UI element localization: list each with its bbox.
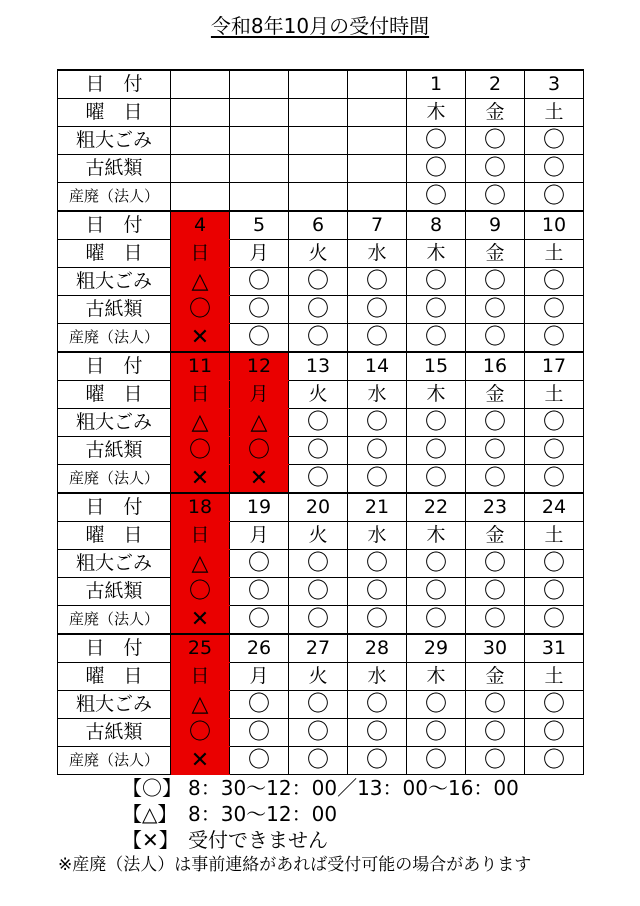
status-cell: 〇 (348, 747, 407, 775)
status-cell: 〇 (171, 437, 230, 465)
weekday-cell: 火 (289, 240, 348, 268)
status-cell: 〇 (230, 606, 289, 635)
week-2-sodai-row (58, 268, 584, 296)
date-cell: 8 (407, 211, 466, 240)
weekday-cell: 木 (407, 99, 466, 127)
weekday-cell: 土 (525, 522, 584, 550)
legend-row-closed (122, 827, 519, 853)
row-label: 粗大ごみ (58, 550, 171, 578)
row-label: 産廃（法人） (58, 183, 171, 212)
status-cell: 〇 (348, 324, 407, 353)
weekday-cell: 土 (525, 240, 584, 268)
status-cell (348, 183, 407, 212)
status-cell: 〇 (230, 747, 289, 775)
weekday-cell (230, 99, 289, 127)
footnote: ※産廃（法人）は事前連絡があれば受付可能の場合があります (58, 855, 532, 875)
date-cell (171, 70, 230, 99)
status-cell: 〇 (289, 296, 348, 324)
row-label: 日 付 (58, 493, 171, 522)
week-2-koshi-row (58, 296, 584, 324)
row-label: 曜 日 (58, 381, 171, 409)
week-1-sanpai-row (58, 183, 584, 212)
status-cell: 〇 (525, 691, 584, 719)
status-cell: 〇 (525, 127, 584, 155)
weekday-cell: 水 (348, 663, 407, 691)
status-cell: 〇 (466, 465, 525, 494)
status-cell: 〇 (525, 183, 584, 212)
status-cell: 〇 (407, 183, 466, 212)
date-cell: 17 (525, 352, 584, 381)
status-cell: △ (171, 691, 230, 719)
row-label: 粗大ごみ (58, 268, 171, 296)
status-cell (289, 155, 348, 183)
row-label: 日 付 (58, 634, 171, 663)
row-label: 産廃（法人） (58, 606, 171, 635)
status-cell: 〇 (407, 437, 466, 465)
status-cell: 〇 (348, 606, 407, 635)
weekday-cell: 月 (230, 240, 289, 268)
status-cell: △ (171, 550, 230, 578)
weekday-cell: 木 (407, 522, 466, 550)
date-cell: 14 (348, 352, 407, 381)
status-cell: 〇 (407, 578, 466, 606)
status-cell: 〇 (407, 268, 466, 296)
weekday-cell: 月 (230, 522, 289, 550)
row-label: 古紙類 (58, 719, 171, 747)
date-cell (230, 70, 289, 99)
legend-text-open: 8：30～12：00／13：00～16：00 (188, 776, 519, 800)
weekday-cell: 金 (466, 99, 525, 127)
status-cell: 〇 (289, 719, 348, 747)
status-cell: 〇 (230, 578, 289, 606)
week-5-sodai-row (58, 691, 584, 719)
date-cell: 25 (171, 634, 230, 663)
legend (122, 775, 519, 853)
date-cell: 21 (348, 493, 407, 522)
legend-row-morning (122, 801, 519, 827)
week-5-date-row (58, 634, 584, 663)
row-label: 古紙類 (58, 578, 171, 606)
week-5-weekday-row (58, 663, 584, 691)
week-2-sanpai-row (58, 324, 584, 353)
weekday-cell: 火 (289, 663, 348, 691)
weekday-cell: 金 (466, 663, 525, 691)
status-cell (230, 183, 289, 212)
status-cell: 〇 (466, 127, 525, 155)
status-cell: 〇 (466, 578, 525, 606)
row-label: 古紙類 (58, 155, 171, 183)
date-cell: 27 (289, 634, 348, 663)
date-cell: 28 (348, 634, 407, 663)
row-label: 日 付 (58, 211, 171, 240)
status-cell: 〇 (407, 296, 466, 324)
weekday-cell: 月 (230, 381, 289, 409)
status-cell (171, 183, 230, 212)
date-cell: 31 (525, 634, 584, 663)
week-4-sodai-row (58, 550, 584, 578)
status-cell: ✕ (230, 465, 289, 494)
status-cell: 〇 (407, 324, 466, 353)
status-cell: 〇 (230, 437, 289, 465)
weekday-cell: 水 (348, 381, 407, 409)
date-cell: 9 (466, 211, 525, 240)
status-cell: △ (171, 409, 230, 437)
status-cell (348, 127, 407, 155)
status-cell: 〇 (466, 268, 525, 296)
weekday-cell: 土 (525, 381, 584, 409)
status-cell: 〇 (525, 747, 584, 775)
status-cell: 〇 (289, 324, 348, 353)
legend-row-open (122, 775, 519, 801)
status-cell: ✕ (171, 606, 230, 635)
date-cell: 22 (407, 493, 466, 522)
status-cell: 〇 (525, 296, 584, 324)
status-cell (230, 155, 289, 183)
row-label: 産廃（法人） (58, 465, 171, 494)
status-cell (348, 155, 407, 183)
status-cell: 〇 (348, 296, 407, 324)
date-cell: 13 (289, 352, 348, 381)
week-4-date-row (58, 493, 584, 522)
legend-key-morning: 【△】 (122, 802, 178, 826)
week-1-weekday-row (58, 99, 584, 127)
status-cell: 〇 (348, 409, 407, 437)
date-cell: 12 (230, 352, 289, 381)
status-cell: 〇 (525, 268, 584, 296)
status-cell: 〇 (289, 409, 348, 437)
weekday-cell: 水 (348, 522, 407, 550)
schedule-table (57, 69, 584, 775)
weekday-cell (348, 99, 407, 127)
status-cell: 〇 (348, 550, 407, 578)
row-label: 曜 日 (58, 99, 171, 127)
week-5-sanpai-row (58, 747, 584, 775)
weekday-cell (289, 99, 348, 127)
weekday-cell: 土 (525, 99, 584, 127)
weekday-cell (171, 99, 230, 127)
weekday-cell: 火 (289, 522, 348, 550)
status-cell: 〇 (348, 719, 407, 747)
row-label: 古紙類 (58, 437, 171, 465)
date-cell: 29 (407, 634, 466, 663)
status-cell: 〇 (230, 550, 289, 578)
status-cell (289, 127, 348, 155)
date-cell: 30 (466, 634, 525, 663)
status-cell: △ (171, 268, 230, 296)
date-cell: 24 (525, 493, 584, 522)
status-cell (171, 155, 230, 183)
status-cell: 〇 (407, 155, 466, 183)
date-cell: 23 (466, 493, 525, 522)
weekday-cell: 日 (171, 522, 230, 550)
row-label: 産廃（法人） (58, 324, 171, 353)
row-label: 古紙類 (58, 296, 171, 324)
status-cell: 〇 (466, 324, 525, 353)
status-cell: 〇 (466, 747, 525, 775)
week-3-koshi-row (58, 437, 584, 465)
date-cell: 2 (466, 70, 525, 99)
weekday-cell: 金 (466, 522, 525, 550)
status-cell: 〇 (525, 606, 584, 635)
status-cell: 〇 (230, 719, 289, 747)
status-cell: 〇 (407, 409, 466, 437)
date-cell: 19 (230, 493, 289, 522)
status-cell: 〇 (230, 268, 289, 296)
week-1-date-row (58, 70, 584, 99)
status-cell: 〇 (466, 719, 525, 747)
status-cell: 〇 (289, 550, 348, 578)
status-cell: ✕ (171, 324, 230, 353)
legend-text-closed: 受付できません (188, 828, 328, 852)
status-cell: 〇 (407, 550, 466, 578)
date-cell: 4 (171, 211, 230, 240)
date-cell: 10 (525, 211, 584, 240)
date-cell: 15 (407, 352, 466, 381)
week-4-sanpai-row (58, 606, 584, 635)
status-cell: 〇 (525, 465, 584, 494)
status-cell: 〇 (289, 578, 348, 606)
weekday-cell: 金 (466, 240, 525, 268)
row-label: 曜 日 (58, 240, 171, 268)
status-cell: 〇 (466, 550, 525, 578)
week-4-weekday-row (58, 522, 584, 550)
week-1-koshi-row (58, 155, 584, 183)
week-4-koshi-row (58, 578, 584, 606)
status-cell: 〇 (171, 578, 230, 606)
status-cell: 〇 (525, 578, 584, 606)
status-cell: 〇 (289, 437, 348, 465)
status-cell: 〇 (289, 691, 348, 719)
weekday-cell: 水 (348, 240, 407, 268)
status-cell: 〇 (525, 437, 584, 465)
weekday-cell: 土 (525, 663, 584, 691)
page-title (0, 14, 640, 38)
week-3-weekday-row (58, 381, 584, 409)
date-cell: 20 (289, 493, 348, 522)
status-cell: 〇 (466, 691, 525, 719)
week-2-date-row (58, 211, 584, 240)
status-cell: ✕ (171, 465, 230, 494)
row-label: 粗大ごみ (58, 409, 171, 437)
legend-key-closed: 【✕】 (122, 828, 179, 852)
legend-key-open: 【〇】 (122, 776, 182, 800)
status-cell: 〇 (525, 719, 584, 747)
status-cell: 〇 (466, 155, 525, 183)
status-cell: 〇 (289, 465, 348, 494)
status-cell: 〇 (466, 437, 525, 465)
status-cell (289, 183, 348, 212)
row-label: 曜 日 (58, 663, 171, 691)
date-cell (289, 70, 348, 99)
weekday-cell: 火 (289, 381, 348, 409)
date-cell: 3 (525, 70, 584, 99)
weekday-cell: 日 (171, 663, 230, 691)
date-cell: 6 (289, 211, 348, 240)
schedule-body (58, 70, 584, 775)
status-cell: 〇 (466, 296, 525, 324)
row-label: 日 付 (58, 70, 171, 99)
status-cell: 〇 (348, 578, 407, 606)
date-cell: 26 (230, 634, 289, 663)
status-cell: 〇 (348, 465, 407, 494)
week-1-sodai-row (58, 127, 584, 155)
status-cell: 〇 (525, 550, 584, 578)
date-cell: 18 (171, 493, 230, 522)
weekday-cell: 木 (407, 663, 466, 691)
status-cell: △ (230, 409, 289, 437)
status-cell: 〇 (525, 409, 584, 437)
weekday-cell: 月 (230, 663, 289, 691)
date-cell (348, 70, 407, 99)
date-cell: 1 (407, 70, 466, 99)
row-label: 曜 日 (58, 522, 171, 550)
status-cell: 〇 (348, 437, 407, 465)
week-5-koshi-row (58, 719, 584, 747)
status-cell: 〇 (407, 606, 466, 635)
status-cell: 〇 (525, 155, 584, 183)
status-cell: 〇 (466, 409, 525, 437)
date-cell: 16 (466, 352, 525, 381)
status-cell: ✕ (171, 747, 230, 775)
status-cell: 〇 (171, 719, 230, 747)
status-cell: 〇 (289, 747, 348, 775)
status-cell: 〇 (466, 606, 525, 635)
row-label: 日 付 (58, 352, 171, 381)
date-cell: 5 (230, 211, 289, 240)
status-cell: 〇 (230, 296, 289, 324)
weekday-cell: 木 (407, 240, 466, 268)
week-3-sanpai-row (58, 465, 584, 494)
weekday-cell: 日 (171, 381, 230, 409)
status-cell (230, 127, 289, 155)
weekday-cell: 金 (466, 381, 525, 409)
status-cell: 〇 (407, 747, 466, 775)
date-cell: 11 (171, 352, 230, 381)
status-cell: 〇 (348, 268, 407, 296)
status-cell: 〇 (407, 127, 466, 155)
status-cell: 〇 (407, 691, 466, 719)
status-cell: 〇 (230, 691, 289, 719)
status-cell: 〇 (289, 268, 348, 296)
status-cell: 〇 (171, 296, 230, 324)
row-label: 産廃（法人） (58, 747, 171, 775)
status-cell: 〇 (230, 324, 289, 353)
status-cell: 〇 (525, 324, 584, 353)
row-label: 粗大ごみ (58, 691, 171, 719)
row-label: 粗大ごみ (58, 127, 171, 155)
week-3-date-row (58, 352, 584, 381)
week-3-sodai-row (58, 409, 584, 437)
page-title-text: 令和8年10月の受付時間 (210, 14, 430, 38)
week-2-weekday-row (58, 240, 584, 268)
date-cell: 7 (348, 211, 407, 240)
status-cell: 〇 (407, 719, 466, 747)
status-cell: 〇 (407, 465, 466, 494)
status-cell: 〇 (466, 183, 525, 212)
weekday-cell: 日 (171, 240, 230, 268)
legend-text-morning: 8：30～12：00 (188, 802, 338, 826)
weekday-cell: 木 (407, 381, 466, 409)
status-cell: 〇 (348, 691, 407, 719)
status-cell: 〇 (289, 606, 348, 635)
status-cell (171, 127, 230, 155)
